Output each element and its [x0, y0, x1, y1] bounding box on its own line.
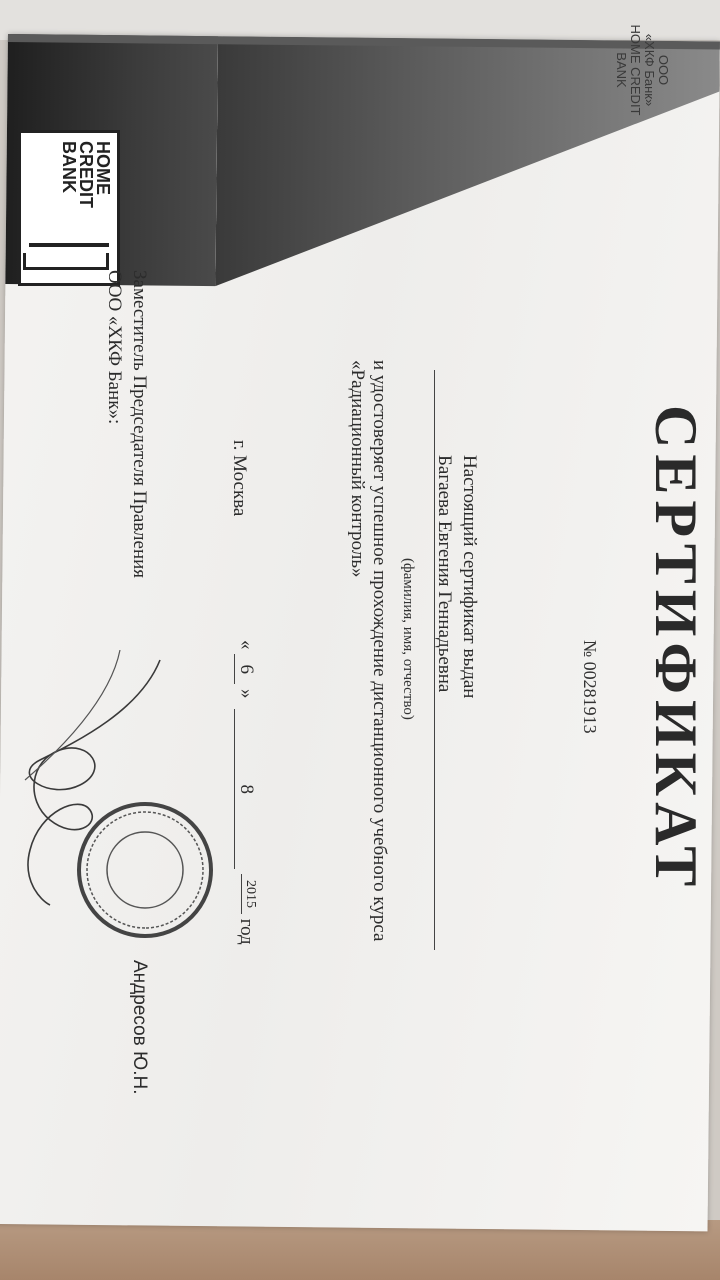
date-open-quote: «	[236, 640, 257, 650]
logo-text	[60, 141, 111, 208]
certificate-number: № 00281913	[580, 640, 600, 734]
logo-line-3: BANK	[59, 141, 79, 193]
stamp-text	[530, 0, 670, 140]
date-suffix: год	[236, 918, 257, 945]
stamp-line-2: «ХКФ Банк»	[642, 33, 657, 107]
signer-title: Заместитель Председателя Правления	[129, 270, 150, 579]
stamp-line-1: ООО	[656, 54, 671, 86]
stamp-line-3: HOME CREDIT	[628, 24, 643, 116]
course-text: и удостоверяет успешное прохождение дистанционного учебного курса «Радиационный контроль»	[347, 360, 390, 942]
signer-org: ООО «ХКФ Банк»:	[104, 270, 125, 425]
logo-line-2: CREDIT	[76, 141, 96, 208]
issue-date	[234, 640, 258, 945]
issued-text: Настоящий сертификат выдан	[459, 455, 480, 699]
logo-line-1: HOME	[93, 141, 113, 195]
home-credit-logo	[18, 130, 120, 286]
signer-name: Андресов Ю.Н.	[129, 960, 150, 1095]
certificate-title: СЕРТИФИКАТ	[643, 405, 709, 893]
stamp-line-4: BANK	[614, 52, 629, 88]
date-close-quote: »	[236, 689, 257, 699]
recipient-name: Багаева Евгения Геннадьевна	[434, 455, 455, 693]
logo-mark-icon	[29, 243, 109, 277]
bank-seal-stamp	[75, 800, 215, 940]
date-month: 8	[234, 709, 257, 869]
name-caption: (фамилия, имя, отчество)	[400, 558, 416, 720]
city: г. Москва	[229, 440, 250, 517]
date-day: 6	[234, 654, 257, 684]
date-year: 2015	[241, 874, 258, 914]
name-underline	[434, 370, 435, 950]
